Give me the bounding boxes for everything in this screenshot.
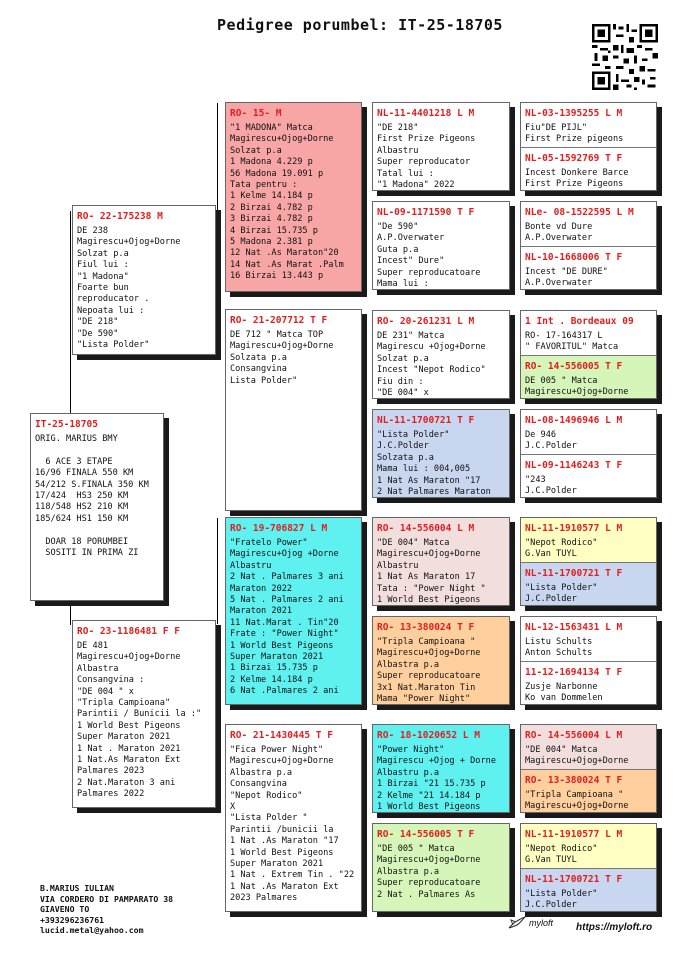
ancestor-entry[interactable] (521, 247, 656, 290)
grandsire-card[interactable] (225, 517, 362, 705)
page-title: Pedigree porumbel: IT-25-18705 (217, 16, 503, 34)
ring-number: RO- 20-261231 L M (377, 316, 475, 327)
ancestor-pair (520, 201, 657, 290)
connector-line (70, 600, 71, 625)
ancestor-entry[interactable] (521, 725, 656, 770)
pigeon-info: "Lista Polder" J.C.Polder (525, 889, 598, 911)
pigeon-info: "Tripla Campioana " Magirescu+Ojog+Dorne (525, 790, 629, 812)
ancestor-card[interactable] (372, 616, 510, 705)
ring-number: IT-25-18705 (35, 419, 98, 430)
ancestor-entry[interactable] (521, 869, 656, 912)
ring-number: NL-03-1395255 L M (525, 108, 623, 119)
ancestor-entry[interactable] (521, 311, 656, 356)
ancestor-entry[interactable] (521, 770, 656, 813)
ring-number: RO- 14-556005 T F (525, 361, 623, 372)
ancestor-entry[interactable] (521, 356, 656, 399)
pigeon-info: RO- 17-164317 L " FAVORITUL" Matca (525, 331, 619, 353)
pigeon-info: Listu Schults Anton Schults (525, 637, 593, 659)
pigeon-info: "Power Night" Magirescu +Ojog + Dorne Albastru p.a 1 Birzai "21 15.735 p 2 Kelme "21 14.184 p 1 World Best Pigeons (377, 745, 496, 813)
owner-address-line: GIAVENO TO (40, 904, 90, 915)
ancestor-card[interactable] (372, 310, 510, 399)
pigeon-info: DE 481 Magirescu+Ojog+Dorne Albastra Consangvina : "DE 004 " x "Tripla Campioana" Parintii / Bunicii la :" 1 World Best Pigeons Super Maraton 2021 1 Nat . Maraton 2021 1 Nat.As Maraton Ext Palmares 2023 2 Nat.Maraton 3 ani Palmares 2022 (77, 641, 202, 800)
pigeon-info: Zusje Narbonne Ko van Dommelen (525, 682, 603, 704)
pigeon-info: Fiu"DE PIJL" First Prize pigeons (525, 123, 624, 145)
ring-number: NL-10-1668006 T F (525, 252, 623, 263)
pigeon-info: "DE 004" Matca Magirescu+Ojog+Dorne (525, 745, 629, 767)
ring-number: NL-08-1496946 L M (525, 415, 623, 426)
ancestor-entry[interactable] (521, 148, 656, 191)
ancestor-pair (520, 310, 657, 399)
pigeon-info: ORIG. MARIUS BMY 6 ACE 3 ETAPE 16/96 FINALA 550 KM 54/212 S.FINALA 350 KM 17/424 HS3 250 KM 118/548 HS2 210 KM 185/624 HS1 150 KM DOAR 18 PORUMBEI SOSITI IN PRIMA ZI (35, 434, 149, 559)
ancestor-card[interactable] (372, 724, 510, 813)
ancestor-card[interactable] (372, 517, 510, 606)
pigeon-info: "DE 218" First Prize Pigeons Albastru Super reproducator Tatal lui : "1 Madona" 2022 (377, 123, 476, 191)
ring-number: NL-11-1700721 T F (525, 874, 623, 885)
ancestor-card[interactable] (372, 409, 510, 498)
owner-phone[interactable]: +393296236761 (40, 914, 105, 925)
granddam-card[interactable] (225, 309, 362, 511)
sire-card[interactable] (72, 205, 216, 355)
ring-number: NL-11-1700721 T F (377, 415, 475, 426)
ring-number: RO- 22-175238 M (77, 211, 163, 222)
myloft-logo[interactable] (508, 916, 553, 930)
ancestor-card[interactable] (372, 102, 510, 191)
pigeon-info: DE 231" Matca Magirescu +Ojog+Dorne Solzat p.a Incest "Nepot Rodico" Fiu din : "DE 004" x (377, 331, 486, 399)
connector-line (217, 103, 218, 223)
pigeon-info: "Fica Power Night" Magirescu+Ojog+Dorne Albastra p.a Consangvina "Nepot Rodico" X "Lista Polder " Parintii /bunicii la 1 Nat .As Maraton "17 1 World Best Pigeons Super Maraton 2021 1 Nat . Extrem Tin . "22 1 Nat .As Maraton Ext 2023 Palmares (230, 745, 355, 904)
myloft-logo-text: myloft (529, 918, 554, 928)
ring-number: RO- 13-380024 T F (525, 775, 623, 786)
ring-number: RO- 18-1020652 L M (377, 730, 480, 741)
owner-address-line: VIA CORDERO DI PAMPARATO 38 (40, 893, 174, 904)
ancestor-pair (520, 724, 657, 813)
ancestor-card[interactable] (372, 201, 510, 290)
ring-number: NL-09-1171590 T F (377, 207, 475, 218)
ancestor-entry[interactable] (521, 103, 656, 148)
pigeon-info: "Tripla Campioana " Magirescu+Ojog+Dorne Albastra p.a Super reproducatoare 3x1 Nat.Maraton Tin Mama "Power Night" (377, 637, 481, 705)
pigeon-info: DE 712 " Matca TOP Magirescu+Ojog+Dorne Solzata p.a Consangvina Lista Polder" (230, 330, 334, 386)
pigeon-info: DE 005 " Matca Magirescu+Ojog+Dorne (525, 376, 629, 398)
ring-number: RO- 14-556004 L M (525, 730, 623, 741)
ancestor-entry[interactable] (521, 202, 656, 247)
ring-number: NL-09-1146243 T F (525, 460, 623, 471)
ring-number: NL-11-1910577 L M (525, 523, 623, 534)
pigeon-info: "Nepot Rodico" G.Van TUYL (525, 538, 598, 560)
connector-line (217, 270, 218, 310)
pigeon-info: Bonte vd Dure A.P.Overwater (525, 222, 593, 244)
owner-email[interactable]: lucid.metal@yahoo.com (40, 925, 144, 936)
ancestor-pair (520, 823, 657, 912)
pigeon-info: "1 MADONA" Matca Magirescu+Ojog+Dorne Solzat p.a 1 Madona 4.229 p 56 Madona 19.091 p Tata pentru : 1 Kelme 14.184 p 2 Birzai 4.782 p 3 Birzai 4.782 p 4 Birzai 15.735 p 5 Madona 2.381 p 12 Nat .As Maraton"20 14 Nat .As Marat .Palm 16 Birzai 13.443 p (230, 123, 344, 282)
ring-number: RO- 21-1430445 T F (230, 730, 333, 741)
ring-number: RO- 14-556004 L M (377, 523, 475, 534)
ancestor-pair (520, 517, 657, 606)
pigeon-info: "DE 005 " Matca Magirescu+Ojog+Dorne Albastra p.a Super reproducatoare 2 Nat . Palmares As (377, 844, 481, 900)
ring-number: NL-11-1700721 T F (525, 568, 623, 579)
granddam-card[interactable] (225, 724, 362, 912)
ancestor-card[interactable] (372, 823, 510, 912)
owner-name: B.MARIUS IULIAN (40, 883, 114, 893)
pigeon-info: Incest Donkere Barce First Prize Pigeons (525, 168, 629, 190)
ring-number: RO- 21-207712 T F (230, 315, 328, 326)
subject-card[interactable] (30, 413, 164, 601)
ancestor-entry[interactable] (521, 518, 656, 563)
connector-line (70, 211, 71, 413)
ring-number: NLe- 08-1522595 L M (525, 207, 634, 218)
ancestor-pair (520, 616, 657, 705)
ring-number: RO- 13-380024 T F (377, 622, 475, 633)
ring-number: RO- 15- M (230, 108, 282, 119)
pigeon-info: "De 590" A.P.Overwater Guta p.a Incest" Dure" Super reproducatoare Mama lui : (377, 222, 481, 290)
ancestor-entry[interactable] (521, 617, 656, 662)
ancestor-entry[interactable] (521, 410, 656, 455)
pigeon-info: "Lista Polder" J.C.Polder Solzata p.a Mama lui : 004,005 1 Nat As Maraton "17 2 Nat Palmares Maraton (377, 430, 491, 498)
grandsire-card[interactable] (225, 102, 362, 292)
ring-number: RO- 14-556005 T F (377, 829, 475, 840)
ancestor-pair (520, 409, 657, 498)
ring-number: RO- 19-706827 L M (230, 523, 328, 534)
pigeon-info: "Nepot Rodico" G.Van TUYL (525, 844, 598, 866)
pigeon-info: "DE 004" Matca Magirescu+Ojog+Dorne Albastru 1 Nat As Maraton 17 Tata : "Power Night " 1 World Best Pigeons (377, 538, 486, 606)
bird-icon (508, 916, 526, 930)
connector-line (217, 518, 218, 624)
ring-number: NL-11-4401218 L M (377, 108, 475, 119)
pigeon-info: "243 J.C.Polder (525, 475, 577, 497)
ancestor-entry[interactable] (521, 563, 656, 606)
pigeon-info: "Fratelo Power" Magirescu+Ojog +Dorne Albastru 2 Nat . Palmares 3 ani Maraton 2022 5 Nat . Palmares 2 ani Maraton 2021 11 Nat.Marat . Tin"20 Frate : "Power Night" 1 World Best Pigeons Super Maraton 2021 1 Birzai 15.735 p 2 Kelme 14.184 p 6 Nat .Palmares 2 ani (230, 538, 344, 697)
dam-card[interactable] (72, 620, 216, 808)
ancestor-pair (520, 102, 657, 191)
ring-number: RO- 23-1186481 F F (77, 626, 180, 637)
qr-code[interactable] (592, 24, 658, 90)
ring-number: NL-12-1563431 L M (525, 622, 623, 633)
ring-number: NL-05-1592769 T F (525, 153, 623, 164)
owner-contact (40, 883, 173, 936)
ancestor-entry[interactable] (521, 824, 656, 869)
ring-number: 1 Int . Bordeaux 09 (525, 316, 634, 327)
ring-number: 11-12-1694134 T F (525, 667, 623, 678)
connector-line (217, 700, 218, 726)
website-link[interactable]: https://myloft.ro (576, 922, 653, 933)
ancestor-entry[interactable] (521, 455, 656, 498)
pigeon-info: De 946 J.C.Polder (525, 430, 577, 452)
pigeon-info: "Lista Polder" J.C.Polder (525, 583, 598, 605)
pigeon-info: DE 238 Magirescu+Ojog+Dorne Solzat p.a Fiul lui : "1 Madona" Foarte bun reproducator . Nepoata lui : "DE 218" "De 590" "Lista Polder" (77, 226, 181, 351)
ring-number: NL-11-1910577 L M (525, 829, 623, 840)
pigeon-info: Incest "DE DURE" A.P.Overwater (525, 267, 608, 289)
ancestor-entry[interactable] (521, 662, 656, 705)
